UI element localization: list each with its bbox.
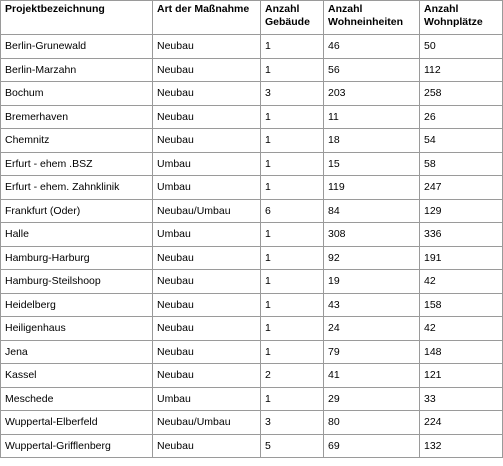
table-row (1, 387, 503, 411)
cell-projektbezeichnung: Wuppertal-Elberfeld (1, 411, 153, 435)
cell-anzahl-wohneinheiten: 18 (324, 129, 420, 153)
cell-anzahl-wohnplaetze: 58 (420, 152, 503, 176)
table-row (1, 364, 503, 388)
header-anzahl-gebaeude: Anzahl Gebäude (261, 1, 324, 35)
cell-anzahl-gebaeude: 1 (261, 105, 324, 129)
cell-art-der-massnahme: Neubau (153, 317, 261, 341)
cell-anzahl-wohnplaetze: 112 (420, 58, 503, 82)
cell-anzahl-gebaeude: 1 (261, 35, 324, 59)
cell-anzahl-gebaeude: 1 (261, 293, 324, 317)
cell-anzahl-wohnplaetze: 191 (420, 246, 503, 270)
cell-projektbezeichnung: Chemnitz (1, 129, 153, 153)
cell-projektbezeichnung: Hamburg-Harburg (1, 246, 153, 270)
cell-anzahl-wohneinheiten: 29 (324, 387, 420, 411)
cell-art-der-massnahme: Neubau (153, 82, 261, 106)
cell-anzahl-gebaeude: 1 (261, 58, 324, 82)
header-projektbezeichnung: Projektbezeichnung (1, 1, 153, 35)
cell-anzahl-wohnplaetze: 129 (420, 199, 503, 223)
cell-art-der-massnahme: Umbau (153, 387, 261, 411)
cell-projektbezeichnung: Jena (1, 340, 153, 364)
cell-projektbezeichnung: Bremerhaven (1, 105, 153, 129)
cell-anzahl-gebaeude: 1 (261, 270, 324, 294)
cell-projektbezeichnung: Frankfurt (Oder) (1, 199, 153, 223)
table-header (1, 1, 503, 35)
cell-anzahl-wohnplaetze: 50 (420, 35, 503, 59)
cell-art-der-massnahme: Umbau (153, 152, 261, 176)
cell-anzahl-wohnplaetze: 26 (420, 105, 503, 129)
cell-projektbezeichnung: Berlin-Marzahn (1, 58, 153, 82)
cell-anzahl-wohneinheiten: 79 (324, 340, 420, 364)
table-row (1, 58, 503, 82)
cell-art-der-massnahme: Neubau (153, 434, 261, 458)
cell-anzahl-gebaeude: 1 (261, 176, 324, 200)
cell-art-der-massnahme: Neubau/Umbau (153, 411, 261, 435)
cell-projektbezeichnung: Meschede (1, 387, 153, 411)
header-row (1, 1, 503, 35)
table-row (1, 223, 503, 247)
cell-anzahl-wohnplaetze: 148 (420, 340, 503, 364)
cell-anzahl-wohneinheiten: 119 (324, 176, 420, 200)
table-row (1, 199, 503, 223)
cell-anzahl-gebaeude: 1 (261, 387, 324, 411)
cell-anzahl-wohnplaetze: 54 (420, 129, 503, 153)
cell-projektbezeichnung: Erfurt - ehem .BSZ (1, 152, 153, 176)
table-row (1, 105, 503, 129)
cell-anzahl-wohnplaetze: 158 (420, 293, 503, 317)
cell-anzahl-gebaeude: 1 (261, 317, 324, 341)
table-body (1, 35, 503, 458)
cell-projektbezeichnung: Heidelberg (1, 293, 153, 317)
table-row (1, 293, 503, 317)
cell-projektbezeichnung: Hamburg-Steilshoop (1, 270, 153, 294)
cell-anzahl-wohnplaetze: 224 (420, 411, 503, 435)
table-row (1, 411, 503, 435)
cell-art-der-massnahme: Neubau (153, 129, 261, 153)
cell-projektbezeichnung: Halle (1, 223, 153, 247)
cell-art-der-massnahme: Neubau (153, 35, 261, 59)
cell-art-der-massnahme: Neubau (153, 340, 261, 364)
cell-anzahl-gebaeude: 3 (261, 411, 324, 435)
cell-anzahl-wohnplaetze: 247 (420, 176, 503, 200)
cell-art-der-massnahme: Neubau (153, 58, 261, 82)
table-row (1, 35, 503, 59)
cell-anzahl-wohneinheiten: 19 (324, 270, 420, 294)
cell-anzahl-wohneinheiten: 69 (324, 434, 420, 458)
table-row (1, 82, 503, 106)
cell-projektbezeichnung: Bochum (1, 82, 153, 106)
header-anzahl-wohnplaetze: Anzahl Wohnplätze (420, 1, 503, 35)
cell-anzahl-wohnplaetze: 42 (420, 270, 503, 294)
cell-anzahl-wohnplaetze: 121 (420, 364, 503, 388)
table-row (1, 176, 503, 200)
cell-anzahl-wohnplaetze: 132 (420, 434, 503, 458)
cell-anzahl-gebaeude: 6 (261, 199, 324, 223)
cell-art-der-massnahme: Neubau (153, 293, 261, 317)
cell-projektbezeichnung: Wuppertal-Grifflenberg (1, 434, 153, 458)
cell-projektbezeichnung: Berlin-Grunewald (1, 35, 153, 59)
cell-anzahl-wohneinheiten: 11 (324, 105, 420, 129)
cell-anzahl-wohneinheiten: 15 (324, 152, 420, 176)
cell-anzahl-gebaeude: 5 (261, 434, 324, 458)
cell-anzahl-wohneinheiten: 84 (324, 199, 420, 223)
cell-anzahl-gebaeude: 2 (261, 364, 324, 388)
cell-anzahl-wohneinheiten: 43 (324, 293, 420, 317)
cell-art-der-massnahme: Neubau (153, 246, 261, 270)
cell-art-der-massnahme: Neubau (153, 270, 261, 294)
cell-projektbezeichnung: Heiligenhaus (1, 317, 153, 341)
cell-art-der-massnahme: Neubau (153, 105, 261, 129)
cell-anzahl-wohneinheiten: 308 (324, 223, 420, 247)
cell-projektbezeichnung: Kassel (1, 364, 153, 388)
cell-anzahl-gebaeude: 3 (261, 82, 324, 106)
cell-anzahl-gebaeude: 1 (261, 340, 324, 364)
cell-anzahl-wohneinheiten: 46 (324, 35, 420, 59)
table-row (1, 340, 503, 364)
table-row (1, 129, 503, 153)
cell-art-der-massnahme: Neubau/Umbau (153, 199, 261, 223)
table-row (1, 246, 503, 270)
cell-art-der-massnahme: Umbau (153, 223, 261, 247)
table-row (1, 152, 503, 176)
cell-anzahl-gebaeude: 1 (261, 223, 324, 247)
cell-art-der-massnahme: Umbau (153, 176, 261, 200)
table-row (1, 317, 503, 341)
cell-anzahl-wohnplaetze: 336 (420, 223, 503, 247)
cell-anzahl-gebaeude: 1 (261, 152, 324, 176)
header-art-der-massnahme: Art der Maßnahme (153, 1, 261, 35)
cell-anzahl-wohnplaetze: 42 (420, 317, 503, 341)
cell-anzahl-wohnplaetze: 33 (420, 387, 503, 411)
table-row (1, 270, 503, 294)
table-row (1, 434, 503, 458)
cell-anzahl-wohneinheiten: 203 (324, 82, 420, 106)
cell-anzahl-gebaeude: 1 (261, 129, 324, 153)
header-anzahl-wohneinheiten: Anzahl Wohneinheiten (324, 1, 420, 35)
cell-anzahl-wohneinheiten: 80 (324, 411, 420, 435)
cell-art-der-massnahme: Neubau (153, 364, 261, 388)
cell-anzahl-wohneinheiten: 92 (324, 246, 420, 270)
cell-anzahl-wohneinheiten: 56 (324, 58, 420, 82)
cell-projektbezeichnung: Erfurt - ehem. Zahnklinik (1, 176, 153, 200)
cell-anzahl-wohneinheiten: 41 (324, 364, 420, 388)
cell-anzahl-gebaeude: 1 (261, 246, 324, 270)
cell-anzahl-wohneinheiten: 24 (324, 317, 420, 341)
cell-anzahl-wohnplaetze: 258 (420, 82, 503, 106)
